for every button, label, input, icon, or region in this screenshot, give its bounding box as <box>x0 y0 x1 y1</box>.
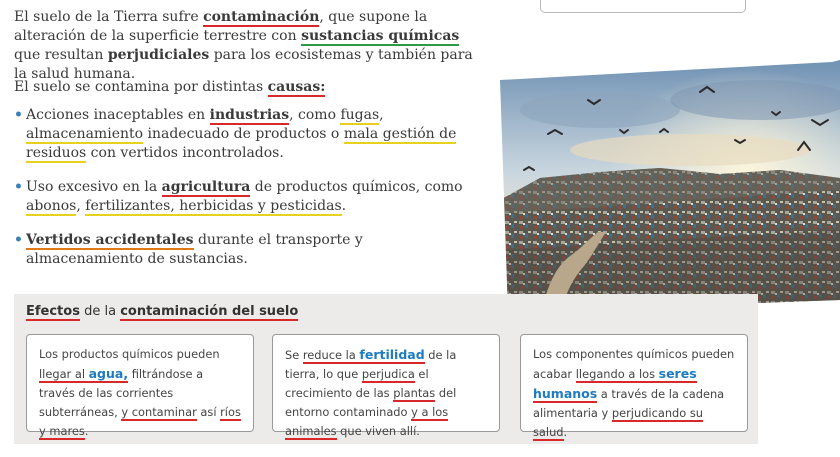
card-underlined: perjudicando su salud <box>533 406 704 439</box>
effects-title-term: contaminación del suelo <box>120 304 299 319</box>
card-keyword: seres humanos <box>533 366 697 401</box>
intro-text: que resultan <box>14 47 108 63</box>
term-industrias: industrias <box>209 107 290 123</box>
term-fertilizantes: fertilizantes, herbicidas y pesticidas <box>85 198 342 214</box>
card-underlined: reduce la <box>302 348 360 362</box>
bullet-text: durante el transporte y almacenamiento de sustancias. <box>26 232 363 267</box>
term-contaminacion: contaminación <box>203 9 320 25</box>
bullet-dot-icon: • <box>14 232 23 248</box>
card-text: . <box>563 425 568 439</box>
card-underlined: llegando a los <box>575 367 659 381</box>
card-text: del entorno contaminado <box>285 386 457 419</box>
bullet-text: Acciones inaceptables en <box>26 107 210 123</box>
card-underlined: y a los animales <box>285 405 449 438</box>
term-perjudiciales: perjudiciales <box>107 47 210 63</box>
card-underlined: ríos y mares <box>39 405 241 438</box>
card-text: Se <box>285 348 303 362</box>
bullet-text: Uso excesivo en la <box>26 179 162 195</box>
term-sustancias-quimicas: sustancias químicas <box>301 28 460 44</box>
card-text: . <box>84 424 89 438</box>
card-text: Los componentes químicos pueden acabar <box>533 347 735 381</box>
term-almacenamiento: almacenamiento <box>26 126 144 142</box>
effect-card-seres-humanos <box>520 334 748 439</box>
bullet-text: inadecuado de productos o <box>143 126 344 142</box>
bullet-text: con vertidos incontrolados. <box>86 145 284 161</box>
effect-card-agua <box>26 334 254 438</box>
card-keyword: fertilidad <box>359 347 425 362</box>
intro-text: para los ecosistemas y también para la salud humana. <box>14 47 473 82</box>
bullet-text: . <box>341 198 347 214</box>
effects-panel <box>14 294 758 444</box>
card-text: a través de la cadena alimentaria y <box>533 387 725 420</box>
bullet-text: , como <box>289 107 341 123</box>
card-underlined: llegar al <box>39 367 89 381</box>
card-text: el crecimiento de las <box>285 367 429 400</box>
term-vertidos-accidentales: Vertidos accidentales <box>26 232 194 248</box>
term-abonos: abonos <box>26 198 77 214</box>
card-text: que viven allí. <box>336 424 420 438</box>
intro-text: El suelo de la Tierra sufre <box>14 9 204 25</box>
effect-card-fertilidad <box>272 334 500 438</box>
effects-title-term: Efectos <box>26 304 80 319</box>
effects-title <box>26 304 298 319</box>
effects-title-text: de la <box>79 304 121 319</box>
term-causas: causas: <box>267 79 326 95</box>
card-text: Los productos químicos pueden <box>39 347 220 361</box>
intro-text: , que supone la alteración de la superficie terrestre con <box>14 9 428 44</box>
card-underlined: y contaminar <box>121 405 197 419</box>
bullet-text: de productos químicos, como <box>250 179 463 195</box>
bullet-dot-icon: • <box>14 107 23 123</box>
term-fugas: fugas <box>340 107 380 123</box>
card-underlined: plantas <box>393 386 436 400</box>
term-agricultura: agricultura <box>161 179 251 195</box>
card-text: filtrándose a través de las corrientes subterráneas, <box>39 367 204 419</box>
card-keyword: agua, <box>88 366 129 381</box>
causes-text: El suelo se contamina por distintas <box>14 79 268 95</box>
bullet-text: , <box>76 198 86 214</box>
bullet-text: , <box>379 107 384 123</box>
card-text: así <box>196 405 221 419</box>
bullet-dot-icon: • <box>14 179 23 195</box>
term-mala-gestion: mala gestión de residuos <box>26 126 457 161</box>
card-underlined: perjudica <box>361 367 415 381</box>
card-text: de la tierra, lo que <box>285 348 457 381</box>
